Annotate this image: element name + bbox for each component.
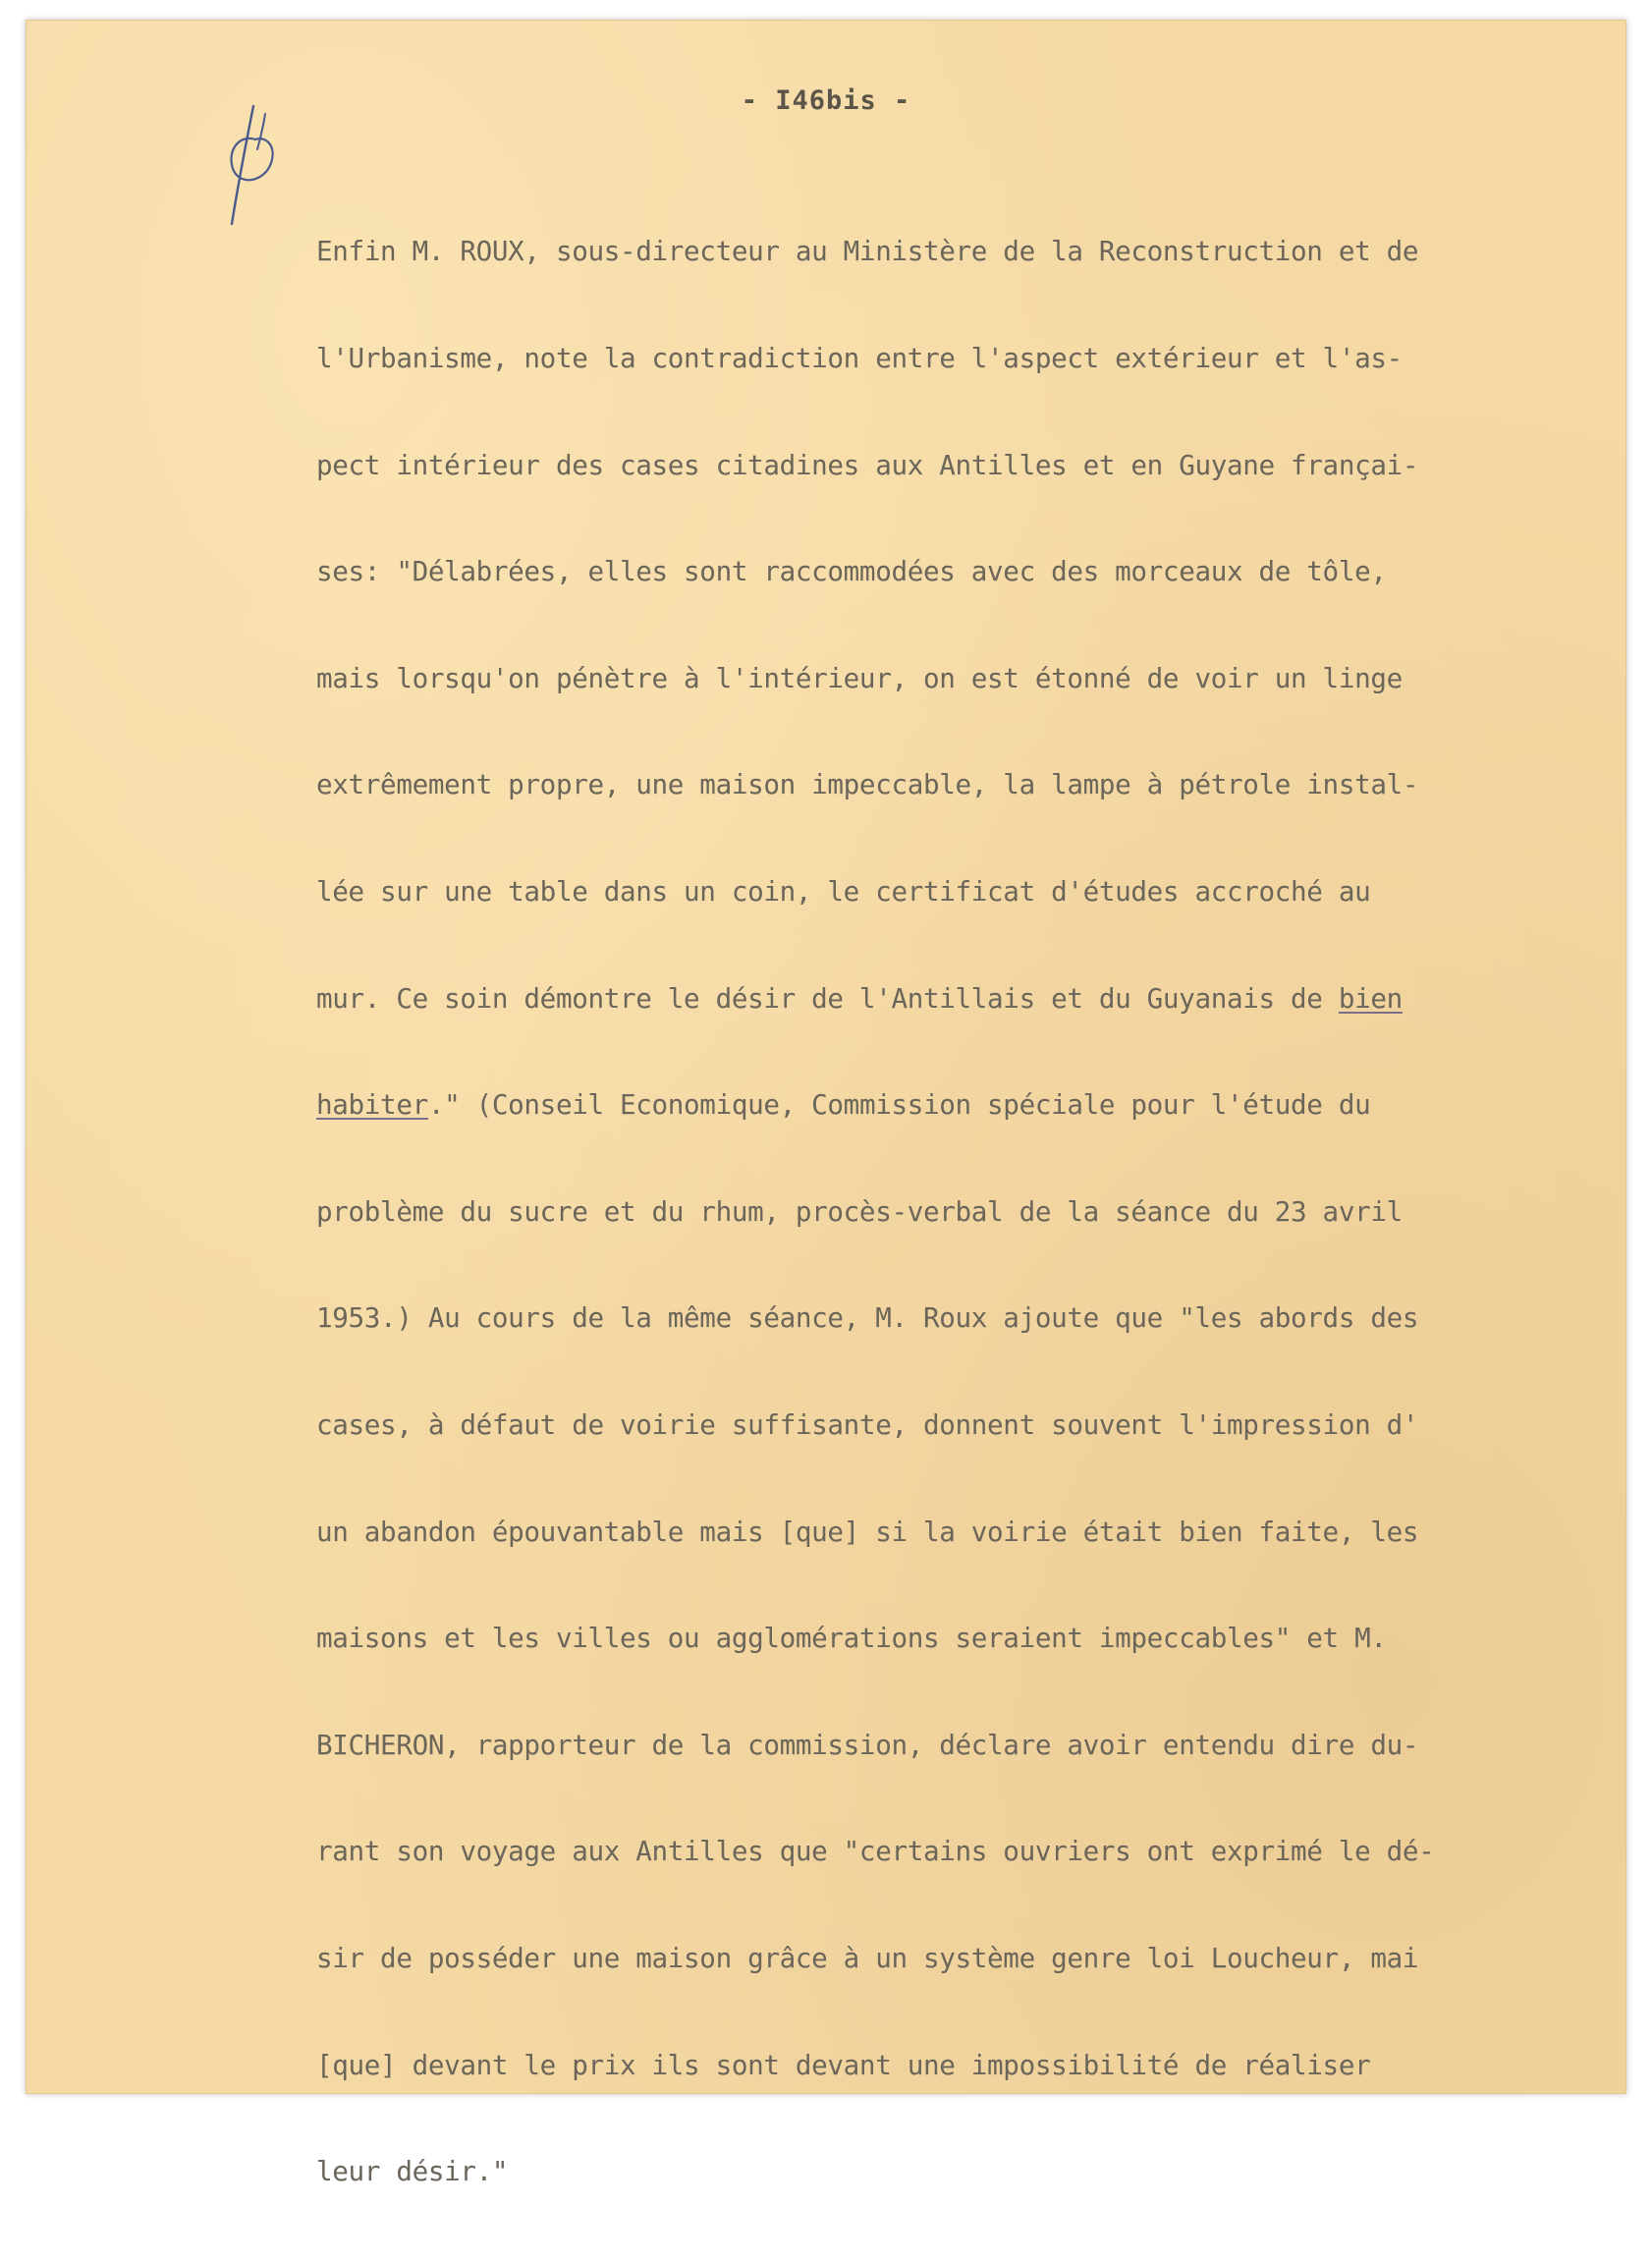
text-line: maisons et les villes ou agglomérations seraient impeccables" et M. [316, 1622, 1387, 1655]
text-line: lée sur une table dans un coin, le certificat d'études accroché au [316, 874, 1371, 908]
text-line: ses: "Délabrées, elles sont raccommodées avec des morceaux de tôle, [316, 555, 1387, 588]
text-line: l'Urbanisme, note la contradiction entre l'aspect extérieur et l'as- [316, 342, 1403, 374]
text-line: extrêmement propre, une maison impeccable, la lampe à pétrole instal- [316, 768, 1419, 801]
text-line: cases, à défaut de voirie suffisante, donnent souvent l'impression d' [316, 1407, 1419, 1441]
text-line: [que] devant le prix ils sont devant une impossibilité de réaliser [316, 2048, 1371, 2081]
handwritten-margin-mark [218, 96, 297, 234]
text-line: un abandon épouvantable mais [que] si la voirie était bien faite, les [316, 1515, 1419, 1548]
text-line-end: ." (Conseil Economique, Commission spéciale pour l'étude du [427, 1088, 1371, 1122]
text-line: mais lorsqu'on pénètre à l'intérieur, on est étonné de voir un linge [316, 661, 1403, 694]
text-line: Enfin M. ROUX, sous-directeur au Ministère de la Reconstruction et de [316, 235, 1419, 268]
text-line: rant son voyage aux Antilles que "certains ouvriers ont exprimé le dé- [316, 1835, 1435, 1868]
text-line: problème du sucre et du rhum, procès-verbal de la séance du 23 avril [316, 1194, 1403, 1228]
text-line: 1953.) Au cours de la même séance, M. Roux ajoute que "les abords des [316, 1301, 1419, 1335]
text-line: pect intérieur des cases citadines aux Antilles et en Guyane françai- [316, 448, 1419, 481]
text-line: sir de posséder une maison grâce à un système genre loi Loucheur, mai [316, 1941, 1419, 1974]
document-page [26, 20, 1626, 2188]
text-line: leur désir." [316, 2155, 509, 2188]
underlined-word: habiter [316, 1088, 428, 1122]
text-line [316, 981, 1652, 1017]
text-line: BICHERON, rapporteur de la commission, déclare avoir entendu dire du- [316, 1728, 1419, 1761]
text-line-start: mur. Ce soin démontre le désir de l'Antillais et du Guyanais de [316, 981, 1339, 1015]
typed-paragraph [316, 163, 1652, 2261]
page-number: - I46bis - [741, 85, 911, 116]
text-line [316, 1087, 1652, 1123]
underlined-word: bien [1338, 981, 1403, 1015]
